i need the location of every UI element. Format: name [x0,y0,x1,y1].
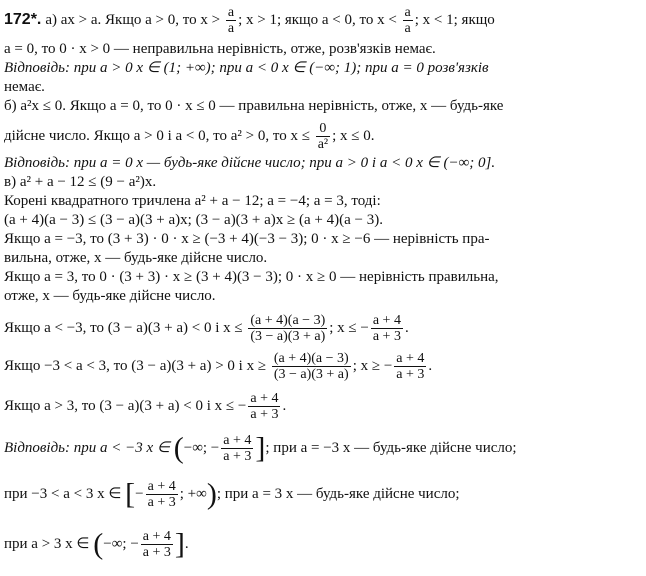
part-c-line-8: Якщо a < −3, то (3 − a)(3 + a) < 0 і x ≤ $\frac{(a + 4)(a - 3)}{(3 - a)(3 + a)}$ ; x ≤ − $\frac{a + 4}{a + 3}$ . [4,313,409,345]
part-a-answer: Відповідь: при a > 0 x ∈ (1; +∞); при a < 0 x ∈ (−∞; 1); при a = 0 розв'язків [4,60,489,76]
part-c-answer-2: при −3 < a < 3 x ∈ [− $\frac{a + 4}{a + 3}$ ; +∞); при a = 3 x — будь-яке дійсне число; [4,477,460,511]
fraction: $\frac{a + 4}{a + 3}$ [223,433,252,465]
part-c-answer-1: Відповідь: при a < −3 x ∈ (−∞; − $\frac{a + 4}{a + 3}$ ]; при a = −3 x — будь-яке дійсне число; [4,431,517,465]
fraction: $\frac{a + 4}{a + 3}$ [250,391,279,423]
fraction: $\frac{a + 4}{a + 3}$ [396,351,425,383]
part-b-line-2: дійсне число. Якщо a > 0 і a < 0, то a² > 0, то x ≤ $\frac{0}{\text{a²}}$ ; x ≤ 0. [4,121,375,153]
problem-number: 172*. [4,11,42,28]
part-c-line-5: вильна, отже, x — будь-яке дійсне число. [4,250,268,266]
fraction: $\frac{a + 4}{a + 3}$ [372,313,401,345]
part-c-line-6: Якщо a = 3, то 0 · (3 + 3) · x ≥ (3 + 4)(3 − 3); 0 · x ≥ 0 — нерівність правильна, [4,269,499,285]
part-c-answer-3: при a > 3 x ∈ (−∞; − $\frac{a + 4}{a + 3}$ ]. [4,527,189,561]
fraction: $\frac{0}{\text{a²}}$ [317,121,329,153]
fraction: $\frac{a}{a}$ [227,5,235,37]
fraction: $\frac{a}{a}$ [404,5,411,37]
part-c-line-10: Якщо a > 3, то (3 − a)(3 + a) < 0 і x ≤ − $\frac{a + 4}{a + 3}$ . [4,391,287,423]
part-a-answer-cont: немає. [4,79,45,95]
fraction: $\frac{a + 4}{a + 3}$ [142,529,171,561]
part-c-line-2: Корені квадратного тричлена a² + a − 12; a = −4; a = 3, тоді: [4,193,381,209]
part-b-answer: Відповідь: при a = 0 x — будь-яке дійсне число; при a > 0 і a < 0 x ∈ (−∞; 0]. [4,155,496,171]
fraction: $\frac{(a + 4)(a - 3)}{(3 - a)(3 + a)}$ [273,351,349,383]
fraction: $\frac{(a + 4)(a - 3)}{(3 - a)(3 + a)}$ [250,313,326,345]
part-c-line-7: отже, x — будь-яке дійсне число. [4,288,216,304]
part-c-line-1: в) a² + a − 12 ≤ (9 − a²)x. [4,174,157,190]
part-c-line-4: Якщо a = −3, то (3 + 3) · 0 · x ≥ (−3 + 4)(−3 − 3); 0 · x ≥ −6 — нерівність пра- [4,231,490,247]
part-c-line-3: (a + 4)(a − 3) ≤ (3 − a)(3 + a)x; (3 − a)(3 + a)x ≥ (a + 4)(a − 3). [4,212,383,228]
fraction: $\frac{a + 4}{a + 3}$ [147,479,176,511]
part-b-line-1: б) a²x ≤ 0. Якщо a = 0, то 0 · x ≤ 0 — правильна нерівність, отже, x — будь-яке [4,98,504,114]
part-c-line-9: Якщо −3 < a < 3, то (3 − a)(3 + a) > 0 і x ≥ $\frac{(a + 4)(a - 3)}{(3 - a)(3 + a)}$ ; x ≥ − $\frac{a + 4}{a + 3}$ . [4,351,433,383]
part-a-line-1: 172*. а) ax > a. Якщо a > 0, то x > $\frac{a}{a}$ ; x > 1; якщо a < 0, то x < $\frac{a}{a}$ ; x < 1; якщо [4,5,495,37]
part-a-line-2: a = 0, то 0 · x > 0 — неправильна нерівність, отже, розв'язків немає. [4,41,436,57]
